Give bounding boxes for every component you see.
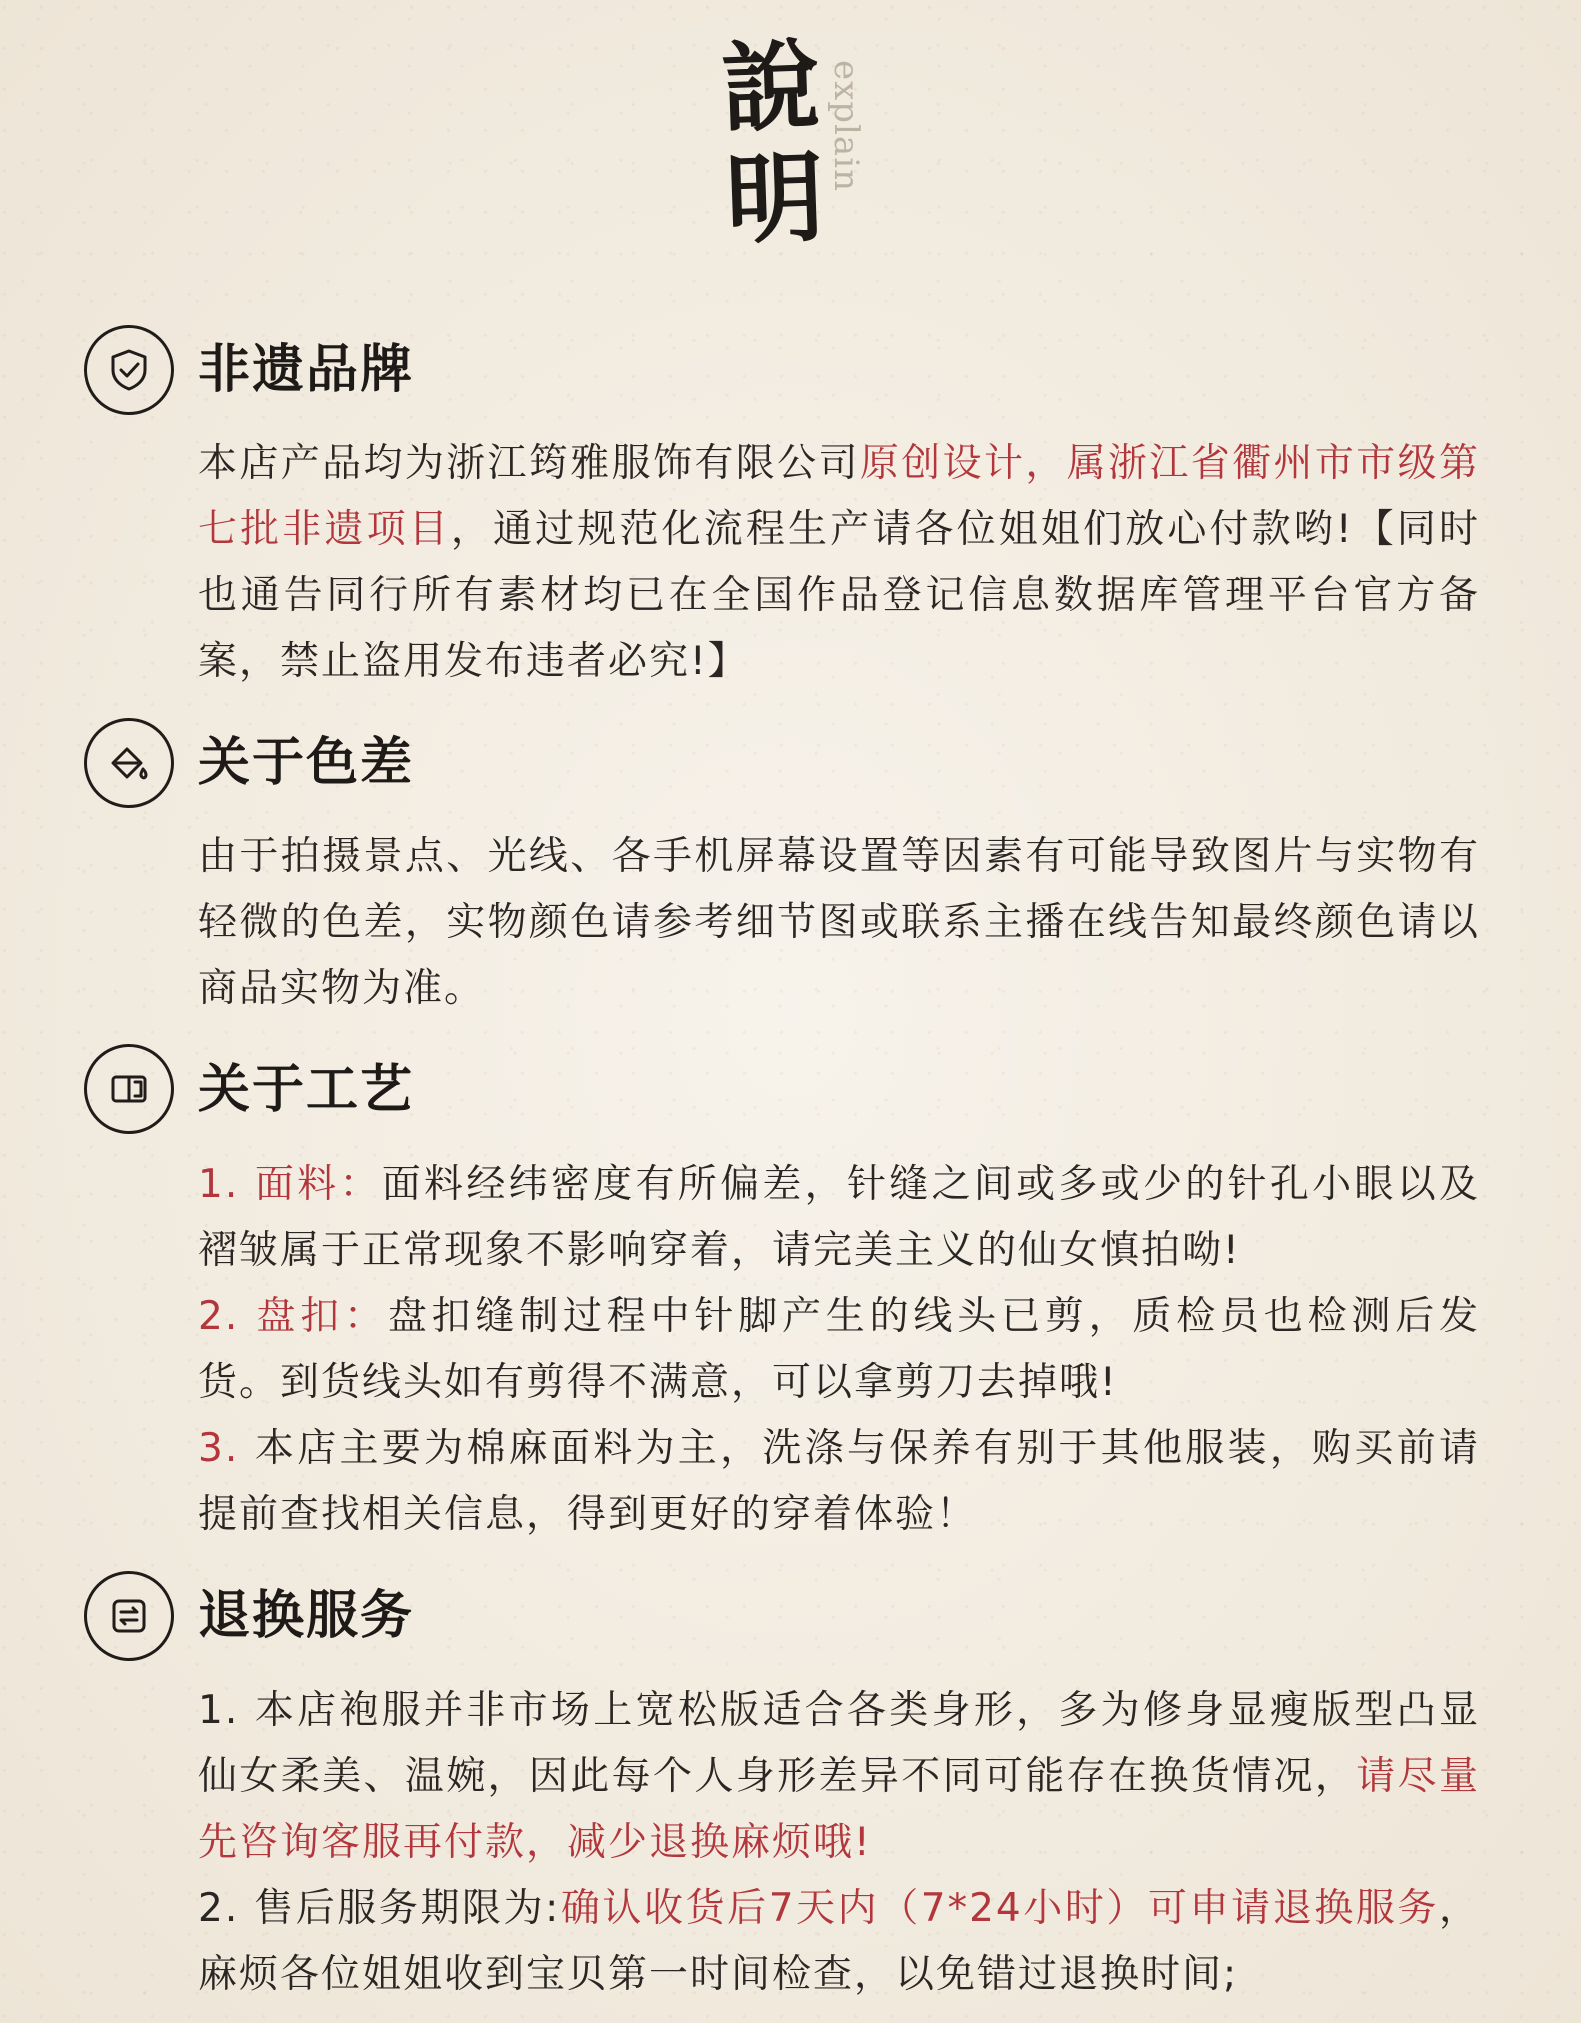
section-body-brand (198, 431, 1480, 695)
color-paragraph: 由于拍摄景点、光线、各手机屏幕设置等因素有可能导致图片与实物有轻微的色差，实物颜色请参考细节图或联系主播在线告知最终颜色请以商品实物为准。 (198, 834, 1480, 1011)
craft-item-1-text: 面料经纬密度有所偏差，针缝之间或多或少的针孔小眼以及褶皱属于正常现象不影响穿着，请完美主义的仙女慎拍呦! (198, 1162, 1480, 1273)
brand-paragraph (198, 431, 1480, 695)
page-header (0, 20, 1581, 270)
section-title-color: 关于色差 (198, 732, 415, 793)
returns-item-1-highlight: 请尽量先咨询客服再付款，减少退换麻烦哦! (198, 1754, 1480, 1865)
page-title (714, 30, 832, 258)
craft-item-3-number: 3. (198, 1426, 240, 1471)
returns-item-1 (198, 1678, 1480, 1876)
title-char-2: 明 (723, 140, 826, 259)
returns-item-2 (198, 1876, 1480, 2008)
section-body-returns (198, 1678, 1480, 2008)
brand-text-a: 本店产品均为浙江筠雅服饰有限公司 (198, 441, 860, 486)
craft-item-3 (198, 1416, 1480, 1548)
section-title-craft: 关于工艺 (198, 1059, 415, 1120)
title-english: explain (826, 60, 866, 192)
craft-item-2-label: 2. 盘扣： (198, 1294, 388, 1339)
craft-item-3-text: 本店主要为棉麻面料为主，洗涤与保养有别于其他服装，购买前请提前查找相关信息，得到更好的穿着体验！ (198, 1426, 1480, 1537)
returns-item-2-text: ，麻烦各位姐姐收到宝贝第一时间检查，以免错过退换时间; (198, 1886, 1480, 1997)
craft-item-2 (198, 1284, 1480, 1416)
craft-item-2-text: 盘扣缝制过程中针脚产生的线头已剪，质检员也检测后发货。到货线头如有剪得不满意，可以拿剪刀去掉哦! (198, 1294, 1480, 1405)
craft-item-1-label: 1. 面料： (198, 1162, 382, 1207)
title-char-1: 說 (720, 28, 823, 147)
section-body-craft (198, 1152, 1480, 1548)
brand-text-highlight: 原创设计，属浙江省衢州市市级第七批非遗项目 (198, 441, 1480, 552)
craft-item-1 (198, 1152, 1480, 1284)
brand-text-c: ，通过规范化流程生产请各位姐姐们放心付款哟!【同时也通告同行所有素材均已在全国作品登记信息数据库管理平台官方备案，禁止盗用发布违者必究!】 (198, 507, 1480, 684)
returns-item-2-label: 2. 售后服务期限为: (198, 1886, 561, 1931)
section-body-color (198, 824, 1480, 1022)
returns-item-2-highlight: 确认收货后7天内（7*24小时）可申请退换服务 (560, 1886, 1439, 1931)
book-icon (84, 1044, 174, 1134)
section-title-returns: 退换服务 (198, 1585, 415, 1646)
shield-check-icon (84, 325, 174, 415)
section-title-brand: 非遗品牌 (198, 339, 415, 400)
returns-item-1-text: 1. 本店袍服并非市场上宽松版适合各类身形，多为修身显瘦版型凸显仙女柔美、温婉，因此每个人身形差异不同可能存在换货情况， (198, 1688, 1480, 1799)
exchange-icon (84, 1571, 174, 1661)
paint-bucket-icon (84, 718, 174, 808)
